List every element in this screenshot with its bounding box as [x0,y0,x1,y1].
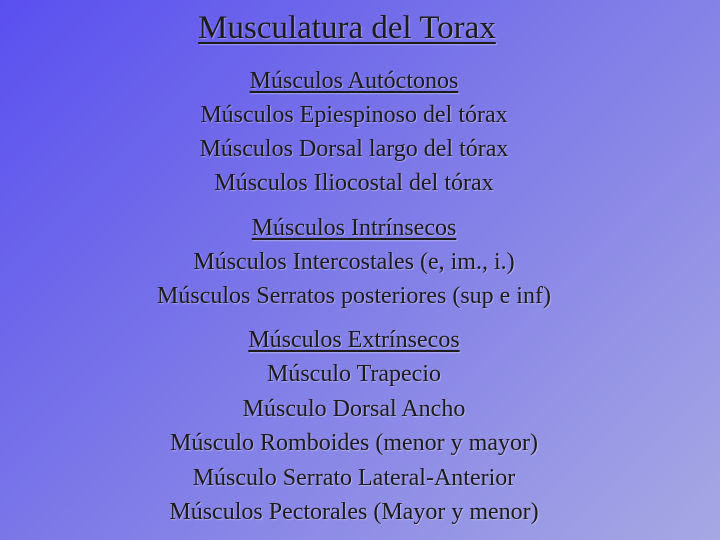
list-item-pectorales: Músculos Pectorales (Mayor y menor) [169,499,539,526]
section-intrinsecos [0,211,708,313]
list-item-serratos-posteriores: Músculos Serratos posteriores (sup e inf) [157,283,551,309]
list-item-intercostales: Músculos Intercostales (e, im., i.) [193,249,515,275]
list-item-serrato-lateral-anterior: Músculo Serrato Lateral-Anterior [192,464,516,491]
section-autoctonos [0,64,708,200]
list-item-epiespinoso: Músculos Epiespinoso del tórax [200,102,508,128]
section-extrinsecos [0,323,708,529]
section-heading-autoctonos: Músculos Autóctonos [249,68,459,94]
list-item-trapecio: Músculo Trapecio [267,361,441,388]
section-heading-extrinsecos: Músculos Extrínsecos [248,327,460,353]
section-heading-intrinsecos: Músculos Intrínsecos [251,215,457,241]
list-item-romboides: Músculo Romboides (menor y mayor) [170,430,538,457]
list-item-dorsal-largo: Músculos Dorsal largo del tórax [199,136,509,162]
slide-title: Musculatura del Torax [198,10,496,46]
list-item-iliocostal: Músculos Iliocostal del tórax [214,170,494,196]
list-item-dorsal-ancho: Músculo Dorsal Ancho [242,395,466,422]
